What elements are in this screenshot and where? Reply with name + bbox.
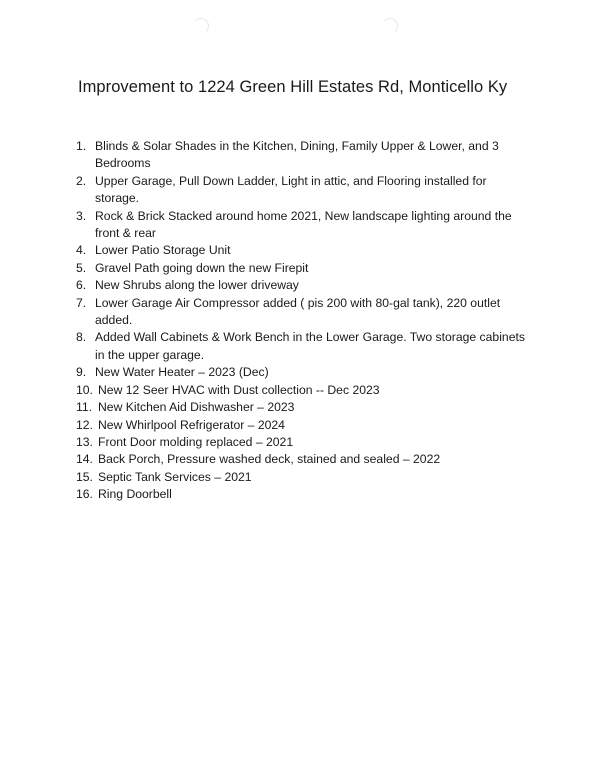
item-number: 10. xyxy=(76,382,93,397)
list-item xyxy=(76,399,526,416)
item-number: 6. xyxy=(76,278,87,293)
list-item xyxy=(76,417,526,434)
item-number: 12. xyxy=(76,417,93,432)
scan-mark xyxy=(382,18,398,34)
item-text: Blinds & Solar Shades in the Kitchen, Dining, Family Upper & Lower, and 3 Bedrooms xyxy=(95,139,499,171)
item-text: Upper Garage, Pull Down Ladder, Light in attic, and Flooring installed for storage. xyxy=(95,173,487,206)
item-text: Septic Tank Services – 2021 xyxy=(98,469,252,484)
scan-mark xyxy=(193,18,209,34)
list-item xyxy=(76,486,526,503)
list-item xyxy=(76,451,526,468)
document-title: Improvement to 1224 Green Hill Estates Rd, Monticello Ky xyxy=(78,78,508,96)
item-text: Gravel Path going down the new Firepit xyxy=(95,260,309,275)
item-text: Added Wall Cabinets & Work Bench in the Lower Garage. Two storage cabinets in the upper garage. xyxy=(95,330,525,362)
item-number: 15. xyxy=(76,469,93,484)
item-number: 9. xyxy=(76,365,87,380)
item-text: Back Porch, Pressure washed deck, stained and sealed – 2022 xyxy=(98,452,441,467)
list-item xyxy=(76,382,526,399)
list-item xyxy=(76,329,526,364)
list-item xyxy=(76,208,526,243)
item-number: 3. xyxy=(76,208,87,223)
list-item xyxy=(76,469,526,486)
item-number: 13. xyxy=(76,434,93,449)
item-number: 14. xyxy=(76,452,93,467)
list-item xyxy=(76,260,526,277)
improvement-list xyxy=(76,138,526,504)
item-text: New Kitchen Aid Dishwasher – 2023 xyxy=(98,400,295,415)
item-number: 8. xyxy=(76,330,87,345)
list-item xyxy=(76,295,526,330)
item-text: Lower Garage Air Compressor added ( pis 200 with 80-gal tank), 220 outlet added. xyxy=(95,295,501,328)
item-text: New Shrubs along the lower driveway xyxy=(95,278,299,293)
list-item xyxy=(76,173,526,208)
item-text: New Whirlpool Refrigerator – 2024 xyxy=(98,417,285,432)
item-number: 1. xyxy=(76,139,87,153)
item-text: Lower Patio Storage Unit xyxy=(95,243,231,258)
item-text: New 12 Seer HVAC with Dust collection -- Dec 2023 xyxy=(98,382,380,397)
item-text: Ring Doorbell xyxy=(98,487,172,502)
item-number: 7. xyxy=(76,295,87,310)
item-number: 16. xyxy=(76,487,93,502)
item-text: Front Door molding replaced – 2021 xyxy=(98,434,294,449)
item-text: New Water Heater – 2023 (Dec) xyxy=(95,365,269,380)
item-number: 4. xyxy=(76,243,87,258)
item-number: 5. xyxy=(76,260,87,275)
list-item xyxy=(76,434,526,451)
item-number: 2. xyxy=(76,173,87,188)
list-item xyxy=(76,242,526,259)
list-item xyxy=(76,277,526,294)
item-number: 11. xyxy=(76,400,93,415)
item-text: Rock & Brick Stacked around home 2021, New landscape lighting around the front & rear xyxy=(95,208,512,241)
list-item xyxy=(76,364,526,381)
list-item xyxy=(76,138,526,173)
